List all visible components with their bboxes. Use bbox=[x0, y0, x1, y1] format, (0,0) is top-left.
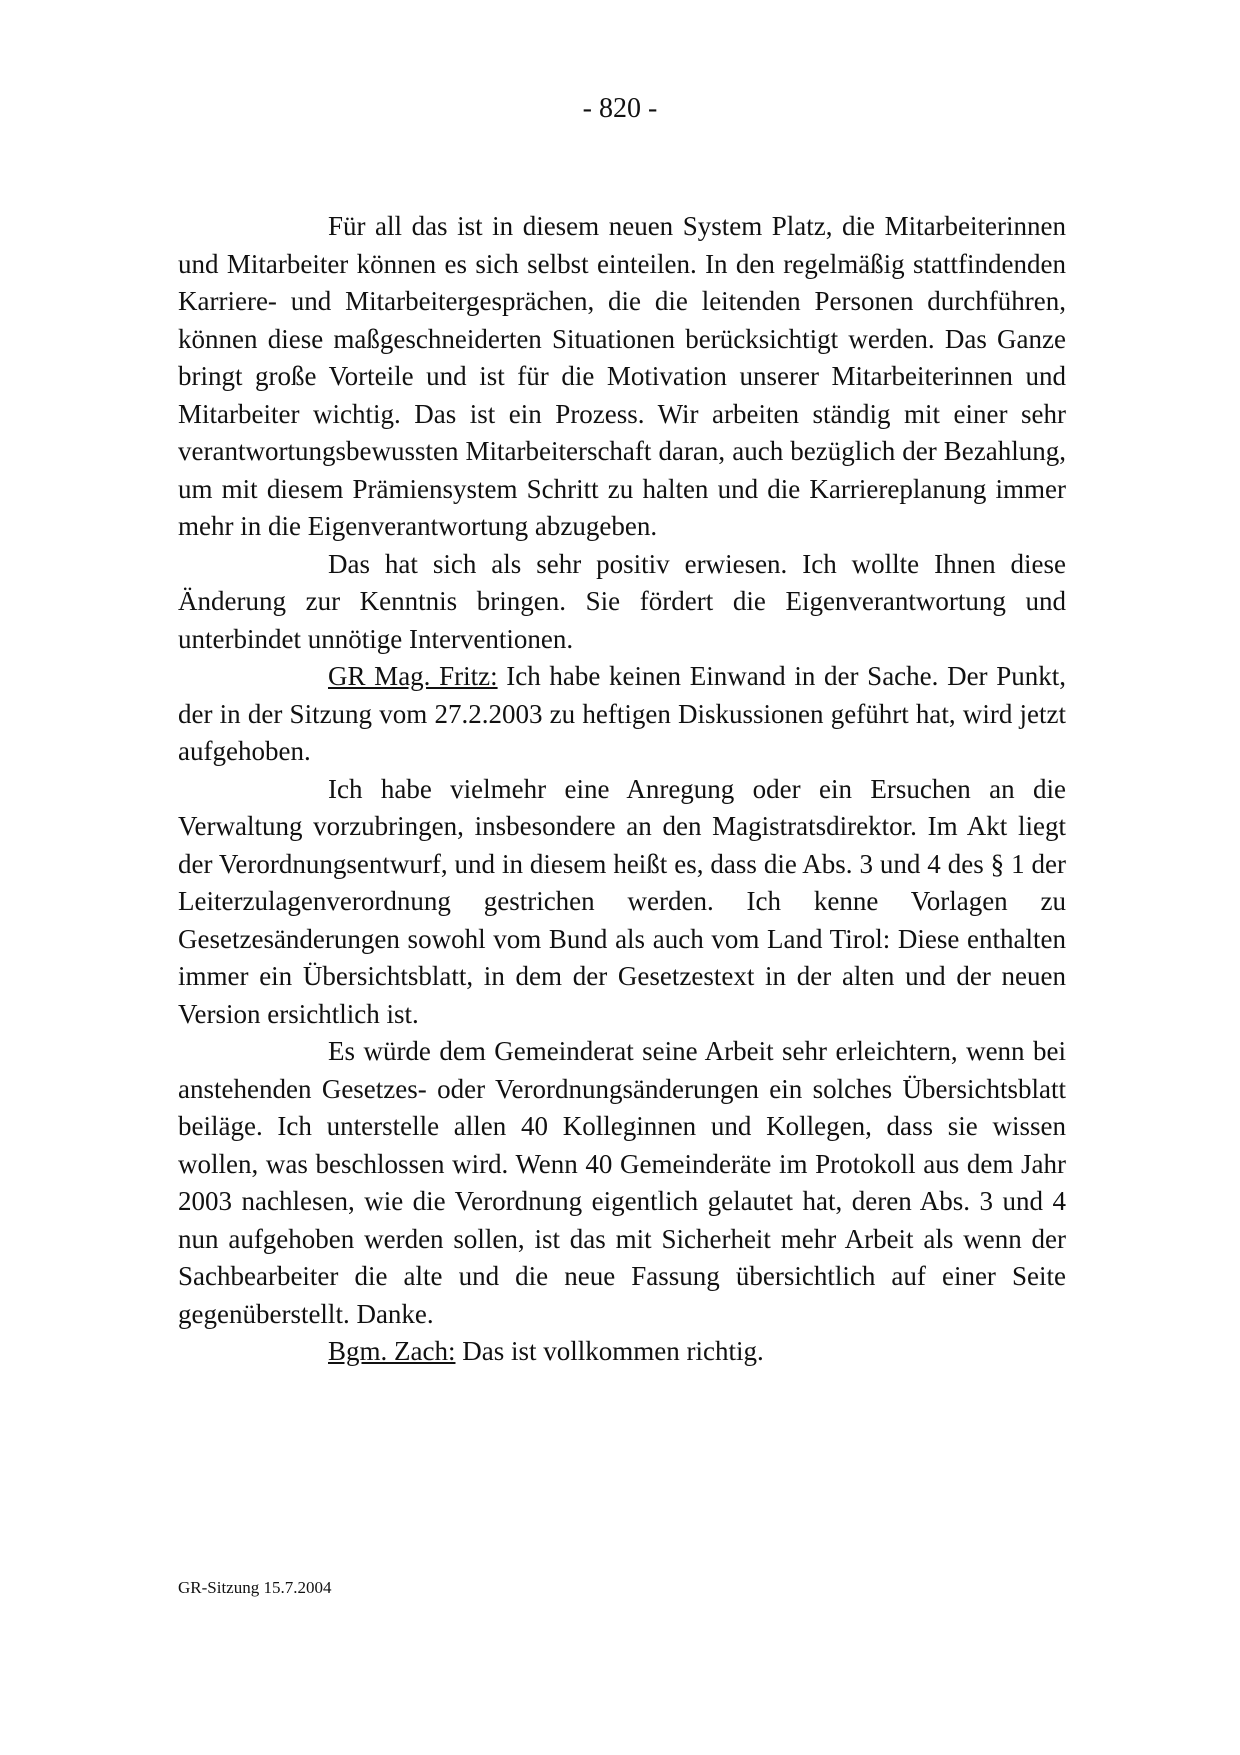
paragraph-2 bbox=[178, 546, 1066, 659]
paragraph-text: Ich habe keinen Einwand in der Sache. Der Punkt, der in der Sitzung vom 27.2.2003 zu heftigen Diskussionen geführt hat, wird jetzt aufgehoben. bbox=[178, 661, 1066, 766]
paragraph-text: Das ist vollkommen richtig. bbox=[455, 1336, 764, 1366]
paragraph-text: Für all das ist in diesem neuen System Platz, die Mitarbeiterinnen und Mitarbeiter können es sich selbst einteilen. In den regelmäßig stattfindenden Karriere- und Mitarbeitergesprächen, die die leitenden Personen durchführen, können diese maßgeschneiderten Situationen berücksichtigt werden. Das Ganze bringt große Vorteile und ist für die Motivation unserer Mitarbeiterinnen und Mitarbeiter wichtig. Das ist ein Prozess. Wir arbeiten ständig mit einer sehr verantwortungsbewussten Mitarbeiterschaft daran, auch bezüglich der Bezahlung, um mit diesem Prämiensystem Schritt zu halten und die Karriereplanung immer mehr in die Eigenverantwortung abzugeben. bbox=[178, 211, 1066, 541]
paragraph-text: Das hat sich als sehr positiv erwiesen. Ich wollte Ihnen diese Änderung zur Kenntnis bringen. Sie fördert die Eigenverantwortung und unterbindet unnötige Interventionen. bbox=[178, 548, 1066, 654]
paragraph-3 bbox=[178, 658, 1066, 771]
page-number: - 820 - bbox=[582, 93, 658, 124]
paragraph-6 bbox=[178, 1333, 1066, 1371]
page-footer: GR-Sitzung 15.7.2004 bbox=[178, 1578, 332, 1597]
paragraph-5 bbox=[178, 1033, 1066, 1333]
paragraph-4 bbox=[178, 771, 1066, 1034]
speaker-name: Bgm. Zach: bbox=[328, 1336, 456, 1366]
paragraph-text: Es würde dem Gemeinderat seine Arbeit sehr erleichtern, wenn bei anstehenden Gesetzes- oder Verordnungsänderungen ein solches Übersichtsblatt beiläge. Ich unterstelle allen 40 Kolleginnen und Kollegen, dass sie wissen wollen, was beschlossen wird. Wenn 40 Gemeinderäte im Protokoll aus dem Jahr 2003 nachlesen, wie die Verordnung eigentlich gelautet hat, deren Abs. 3 und 4 nun aufgehoben werden sollen, ist das mit Sicherheit mehr Arbeit als wenn der Sachbearbeiter die alte und die neue Fassung übersichtlich auf einer Seite gegenüberstellt. Danke. bbox=[178, 1036, 1066, 1329]
body-text bbox=[178, 208, 1066, 1371]
speaker-name: GR Mag. Fritz: bbox=[328, 661, 498, 691]
paragraph-text: Ich habe vielmehr eine Anregung oder ein Ersuchen an die Verwaltung vorzubringen, insbesondere an den Magistratsdirektor. Im Akt liegt der Verordnungsentwurf, und in diesem heißt es, dass die Abs. 3 und 4 des § 1 der Leiterzulagenverordnung gestrichen werden. Ich kenne Vorlagen zu Gesetzesänderungen sowohl vom Bund als auch vom Land Tirol: Diese enthalten immer ein Übersichtsblatt, in dem der Gesetzestext in der alten und der neuen Version ersichtlich ist. bbox=[178, 773, 1066, 1029]
paragraph-1 bbox=[178, 208, 1066, 546]
